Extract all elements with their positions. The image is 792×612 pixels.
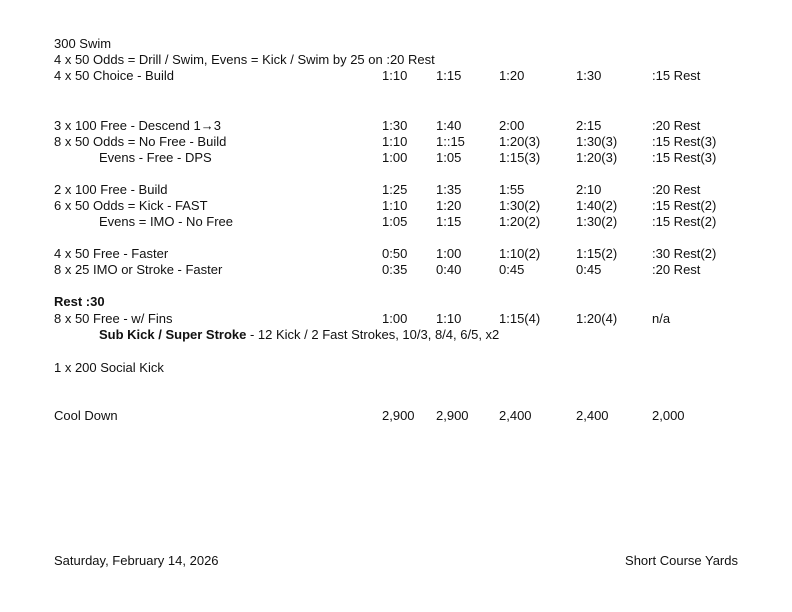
interval-group-1: 1:30 xyxy=(382,118,408,133)
set-description: 2 x 100 Free - Build xyxy=(54,182,168,197)
interval-group-4: 1:20(3) xyxy=(576,150,618,165)
workout-row xyxy=(54,262,744,278)
interval-group-1: 1:10 xyxy=(382,68,408,83)
interval-group-3: 2:00 xyxy=(499,118,525,133)
set-description: 8 x 50 Odds = No Free - Build xyxy=(54,134,227,149)
interval-group-2: 1:20 xyxy=(436,198,462,213)
workout-row xyxy=(54,150,744,166)
workout-row xyxy=(54,68,744,84)
interval-group-5: :15 Rest xyxy=(652,68,701,83)
interval-group-5: :15 Rest(2) xyxy=(652,198,717,213)
interval-group-4: 0:45 xyxy=(576,262,602,277)
interval-group-3: 1:20 xyxy=(499,68,525,83)
set-description: Evens = IMO - No Free xyxy=(99,214,234,229)
total-group-1: 2,900 xyxy=(382,408,415,423)
interval-group-4: 1:20(4) xyxy=(576,311,618,326)
set-description: 6 x 50 Odds = Kick - FAST xyxy=(54,198,208,213)
rest-heading: Rest :30 xyxy=(54,294,105,309)
set-description: 300 Swim xyxy=(54,36,112,51)
interval-group-1: 1:05 xyxy=(382,214,408,229)
workout-row xyxy=(54,36,744,52)
workout-row xyxy=(54,182,744,198)
workout-row xyxy=(54,134,744,150)
interval-group-2: 1:00 xyxy=(436,246,462,261)
set-description: 8 x 50 Free - w/ Fins xyxy=(54,311,173,326)
set-description: 4 x 50 Free - Faster xyxy=(54,246,169,261)
workout-row xyxy=(54,360,744,376)
interval-group-3: 1:20(2) xyxy=(499,214,541,229)
interval-group-4: 1:15(2) xyxy=(576,246,618,261)
workout-row xyxy=(54,294,744,310)
interval-group-3: 1:15(4) xyxy=(499,311,541,326)
workout-row xyxy=(54,311,744,327)
interval-group-2: 1::15 xyxy=(436,134,465,149)
total-group-5: 2,000 xyxy=(652,408,685,423)
interval-group-5: :30 Rest(2) xyxy=(652,246,717,261)
interval-group-4: 1:30(2) xyxy=(576,214,618,229)
total-row xyxy=(54,408,744,424)
set-description: 4 x 50 Odds = Drill / Swim, Evens = Kick / Swim by 25 on :20 Rest xyxy=(54,52,435,67)
interval-group-2: 0:40 xyxy=(436,262,462,277)
interval-group-5: :15 Rest(3) xyxy=(652,150,717,165)
total-group-2: 2,900 xyxy=(436,408,469,423)
total-group-3: 2,400 xyxy=(499,408,532,423)
interval-group-1: 1:00 xyxy=(382,311,408,326)
workout-row xyxy=(54,118,744,134)
workout-row xyxy=(54,52,744,68)
interval-group-1: 1:10 xyxy=(382,134,408,149)
interval-group-1: 1:10 xyxy=(382,198,408,213)
set-description: 1 x 200 Social Kick xyxy=(54,360,164,375)
interval-group-3: 1:30(2) xyxy=(499,198,541,213)
interval-group-2: 1:15 xyxy=(436,214,462,229)
interval-group-2: 1:15 xyxy=(436,68,462,83)
interval-group-3: 1:20(3) xyxy=(499,134,541,149)
subkick-title: Sub Kick / Super Stroke xyxy=(99,327,247,342)
interval-group-2: 1:35 xyxy=(436,182,462,197)
footer-course: Short Course Yards xyxy=(625,553,738,568)
interval-group-4: 2:15 xyxy=(576,118,602,133)
interval-group-4: 1:40(2) xyxy=(576,198,618,213)
total-group-4: 2,400 xyxy=(576,408,609,423)
interval-group-5: :20 Rest xyxy=(652,118,701,133)
interval-group-2: 1:05 xyxy=(436,150,462,165)
subkick-detail: - 12 Kick / 2 Fast Strokes, 10/3, 8/4, 6/5, x2 xyxy=(246,327,500,342)
workout-row xyxy=(54,214,744,230)
interval-group-5: :15 Rest(3) xyxy=(652,134,717,149)
interval-group-1: 0:50 xyxy=(382,246,408,261)
interval-group-2: 1:10 xyxy=(436,311,462,326)
interval-group-2: 1:40 xyxy=(436,118,462,133)
interval-group-5: :15 Rest(2) xyxy=(652,214,717,229)
interval-group-1: 1:00 xyxy=(382,150,408,165)
interval-group-3: 1:10(2) xyxy=(499,246,541,261)
interval-group-1: 1:25 xyxy=(382,182,408,197)
interval-group-5: :20 Rest xyxy=(652,262,701,277)
interval-group-4: 1:30 xyxy=(576,68,602,83)
workout-row xyxy=(54,198,744,214)
interval-group-5: n/a xyxy=(652,311,671,326)
interval-group-1: 0:35 xyxy=(382,262,408,277)
interval-group-3: 1:15(3) xyxy=(499,150,541,165)
interval-group-3: 0:45 xyxy=(499,262,525,277)
set-description: 3 x 100 Free - Descend 1→3 xyxy=(54,118,221,133)
workout-row xyxy=(54,246,744,262)
interval-group-4: 2:10 xyxy=(576,182,602,197)
subkick-note xyxy=(99,327,499,343)
footer-date: Saturday, February 14, 2026 xyxy=(54,553,219,568)
set-description: Cool Down xyxy=(54,408,118,423)
set-description: 4 x 50 Choice - Build xyxy=(54,68,174,83)
set-description: 8 x 25 IMO or Stroke - Faster xyxy=(54,262,223,277)
interval-group-3: 1:55 xyxy=(499,182,525,197)
set-description: Evens - Free - DPS xyxy=(99,150,212,165)
interval-group-5: :20 Rest xyxy=(652,182,701,197)
interval-group-4: 1:30(3) xyxy=(576,134,618,149)
workout-row xyxy=(54,327,744,343)
